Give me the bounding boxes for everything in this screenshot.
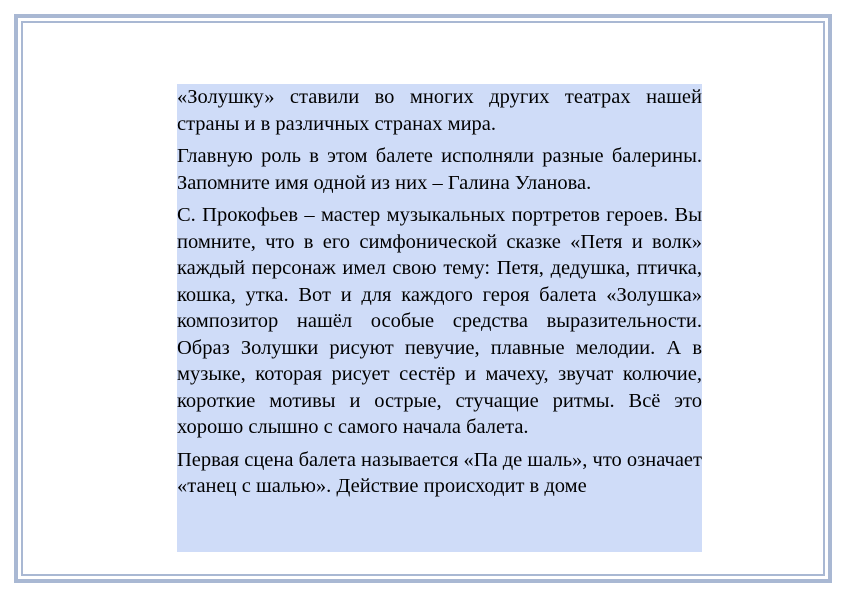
paragraph: С. Прокофьев – мастер музыкальных портретов героев. Вы помните, что в его симфонической сказке «Петя и волк» каждый персонаж имел свою тему: Петя, дедушка, птичка, кошка, утка. Вот и для каждого героя балета «Золушка» композитор нашёл особые средства выразительности. Образ Золушки рисуют певучие, плавные мелодии. А в музыке, которая рисует сестёр и мачеху, звучат колючие, короткие мотивы и острые, стучащие ритмы. Всё это хорошо слышно с самого начала балета. — [177, 204, 702, 438]
paragraph: Главную роль в этом балете исполняли разные балерины. Запомните имя одной из них – Галина Уланова. — [177, 145, 702, 194]
paragraph: Первая сцена балета называется «Па де шаль», что означает «танец с шалью». Действие происходит в доме — [177, 448, 702, 497]
text-block — [177, 84, 702, 552]
paragraph: «Золушку» ставили во многих других театрах нашей страны и в различных странах мира. — [177, 86, 702, 135]
